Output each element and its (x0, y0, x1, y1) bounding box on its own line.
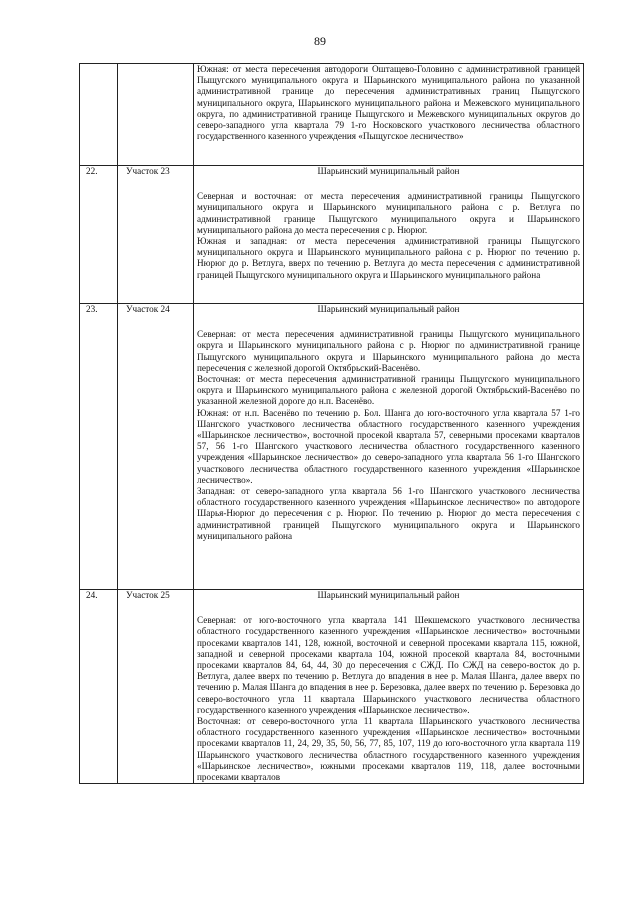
paragraph: Северная и восточная: от места пересечения административной границы Пыщугского муниципального округа и Шарьинского муниципального района с р. Ветлуга по административной границе Пыщугского муниципального округа и Шарьинского муниципального района до места пересечения с р. Нюрюг. (197, 191, 580, 235)
district-heading: Шарьинский муниципальный район (317, 304, 460, 314)
table-row (80, 166, 584, 304)
paragraph: Южная: от места пересечения автодороги Оштащево-Головино с административной границей Пыщугского муниципального округа и Шарьинского муниципального района по указанной административной границе до пересечения административных границ Пыщугского муниципального округа, Шарьинского муниципального района и Межевского муниципального округа, по административной границе Пыщугского и Межевского муниципальных округов до северо-западного угла квартала 79 1-го Носковского участкового лесничества областного государственного казенного учреждения «Пыщугское лесничество» (197, 64, 580, 142)
district-heading: Шарьинский муниципальный район (317, 590, 460, 600)
table-row (80, 590, 584, 784)
paragraph: Западная: от северо-западного угла квартала 56 1-го Шангского участкового лесничества областного государственного казенного учреждения «Шарьинское лесничество» по автодороге Шарья-Нюрюг до пересечения с р. Нюрюг. По течению р. Нюрюг до места пересечения с административной границей Пыщугского муниципального округа и Шарьинского муниципального района (197, 486, 580, 541)
table-row (80, 304, 584, 590)
cell-description (194, 166, 584, 304)
table-row-continuation (80, 64, 584, 166)
paragraph: Восточная: от места пересечения административной границы Пыщугского муниципального округа и Шарьинского муниципального района с железной дорогой Октябрьский-Васенёво по указанной железной дороге до н.п. Васенёво. (197, 374, 580, 407)
row-number: 23. (80, 304, 118, 590)
boundaries-table (79, 63, 584, 784)
paragraph: Южная и западная: от места пересечения административной границы Пыщугского муниципального округа и Шарьинского муниципального района с р. Нюрюг по течению р. Нюрюг до р. Ветлуга, вверх по течению р. Ветлуга до места пересечения с административной границей Пыщугского муниципального округа и Шарьинского муниципального района (197, 236, 580, 280)
row-number: 24. (80, 590, 118, 784)
district-heading: Шарьинский муниципальный район (317, 166, 460, 176)
cell-num-empty (80, 64, 118, 166)
row-number: 22. (80, 166, 118, 304)
cell-name-empty (118, 64, 194, 166)
plot-name: Участок 25 (118, 590, 194, 784)
cell-description (194, 304, 584, 590)
paragraph: Южная: от н.п. Васенёво по течению р. Бол. Шанга до юго-восточного угла квартала 57 1-го Шангского участкового лесничества областного государственного казенного учреждения «Шарьинское лесничество», восточной просекой квартала 57, северными просеками кварталов 57, 56 1-го Шангского участкового лесничества областного государственного казенного учреждения «Шарьинское лесничество» до северо-западного угла квартала 56 1-го Шангского участкового лесничества областного государственного казенного учреждения «Шарьинское лесничество». (197, 407, 580, 485)
paragraph: Северная: от места пересечения административной границы Пыщугского муниципального округа и Шарьинского муниципального района с р. Нюрюг по административной границе Пыщугского муниципального округа и Шарьинского муниципального района до места пересечения с железной дорогой Октябрьский-Васенёво. (197, 329, 580, 373)
plot-name: Участок 23 (118, 166, 194, 304)
cell-description (194, 590, 584, 784)
page-number: 89 (314, 34, 326, 48)
paragraph: Восточная: от северо-восточного угла 11 квартала Шарьинского участкового лесничества областного государственного казенного учреждения «Шарьинское лесничество» восточными просеками кварталов 11, 24, 29, 35, 50, 56, 77, 85, 107, 119 до юго-восточного угла квартала 119 Шарьинского участкового лесничества областного государственного казенного учреждения «Шарьинское лесничество», южными просеками кварталов 119, 118, далее восточными просеками кварталов (197, 716, 580, 783)
paragraph: Северная: от юго-восточного угла квартала 141 Шекшемского участкового лесничества областного государственного казенного учреждения «Шарьинское лесничество» восточными просеками кварталов 141, 128, южной, восточной и северной просеками квартала 115, южной, западной и северной просеками квартала 104, южной просекой квартала 84, восточными просеками кварталов 84, 64, 44, 30 до пересечения с СЖД. По СЖД на северо-восток до р. Ветлуга, далее вверх по течению р. Ветлуга до впадения в нее р. Малая Шанга, далее вверх по течению р. Малая Шанга до впадения в нее р. Березовка, далее вверх по течению р. Березовка до северо-восточного угла 11 квартала Шарьинского участкового лесничества областного государственного казенного учреждения «Шарьинское лесничество». (197, 615, 580, 715)
plot-name: Участок 24 (118, 304, 194, 590)
cell-description (194, 64, 584, 166)
